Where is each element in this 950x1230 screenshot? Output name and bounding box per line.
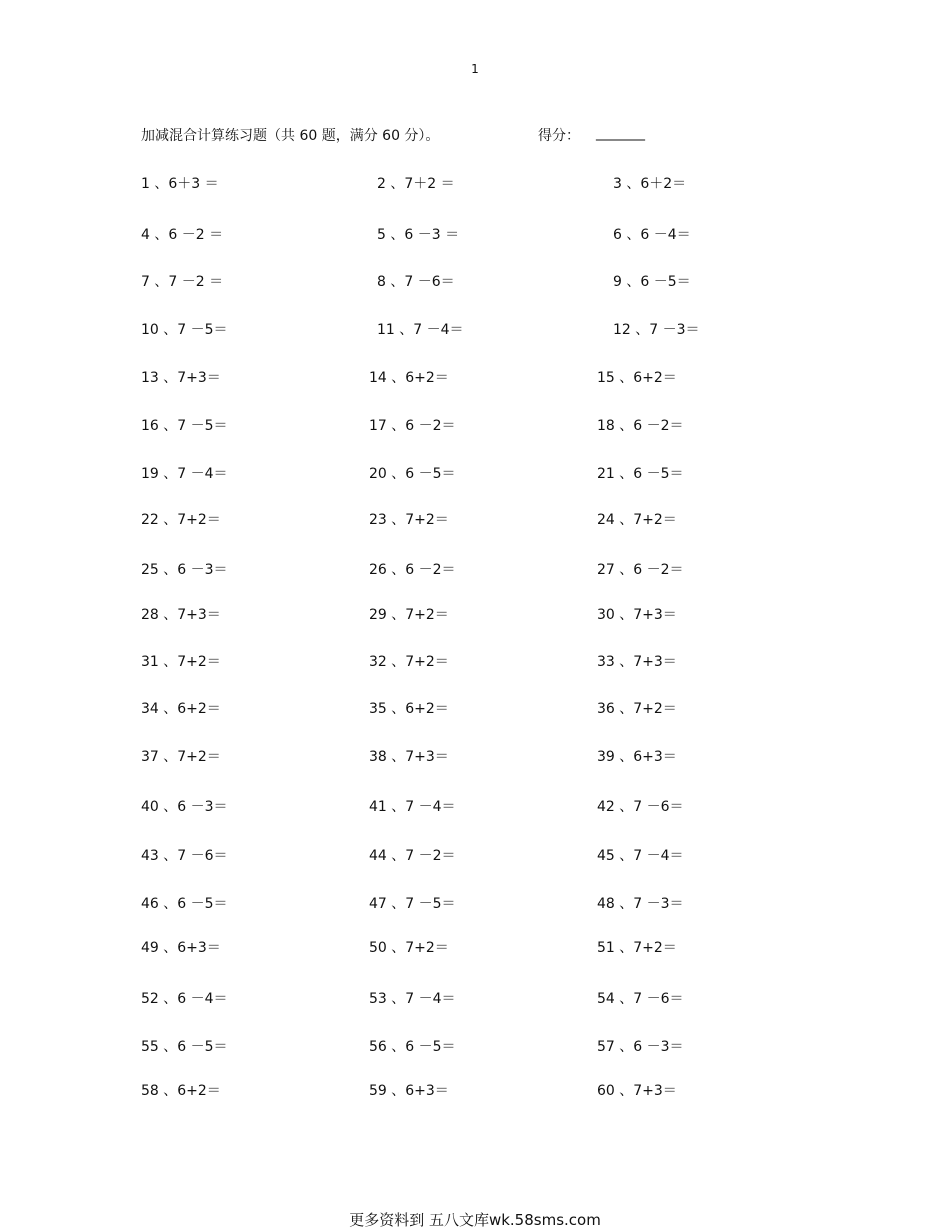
problem-item: 23 、7+2＝ [369,512,449,528]
score-label: 得分： [538,128,580,144]
score-blank: _______ [596,125,645,141]
problem-item: 7 、7 －2 ＝ [141,274,224,290]
problem-item: 41 、7 －4＝ [369,799,456,815]
problem-item: 38 、7+3＝ [369,749,449,765]
problem-item: 37 、7+2＝ [141,749,221,765]
problem-item: 24 、7+2＝ [597,512,677,528]
problem-item: 58 、6+2＝ [141,1083,221,1099]
problem-item: 44 、7 －2＝ [369,848,456,864]
worksheet-title: 加减混合计算练习题（共 60 题，满分 60 分）。 [141,128,440,144]
problem-item: 5 、6 －3 ＝ [377,227,460,243]
problem-item: 57 、6 －3＝ [597,1039,684,1055]
problem-item: 29 、7+2＝ [369,607,449,623]
problem-item: 11 、7 －4＝ [377,322,464,338]
problem-item: 10 、7 －5＝ [141,322,228,338]
problem-item: 42 、7 －6＝ [597,799,684,815]
problem-item: 54 、7 －6＝ [597,991,684,1007]
page-number: 1 [471,62,479,76]
problem-item: 55 、6 －5＝ [141,1039,228,1055]
problem-item: 25 、6 －3＝ [141,562,228,578]
problem-item: 32 、7+2＝ [369,654,449,670]
problem-item: 48 、7 －3＝ [597,896,684,912]
problem-item: 35 、6+2＝ [369,701,449,717]
problem-item: 8 、7 －6＝ [377,274,455,290]
problem-item: 46 、6 －5＝ [141,896,228,912]
problem-item: 53 、7 －4＝ [369,991,456,1007]
problem-item: 20 、6 －5＝ [369,466,456,482]
problem-item: 26 、6 －2＝ [369,562,456,578]
problem-item: 50 、7+2＝ [369,940,449,956]
problem-item: 18 、6 －2＝ [597,418,684,434]
problem-item: 27 、6 －2＝ [597,562,684,578]
problem-item: 52 、6 －4＝ [141,991,228,1007]
problem-item: 13 、7+3＝ [141,370,221,386]
problem-item: 30 、7+3＝ [597,607,677,623]
problem-item: 16 、7 －5＝ [141,418,228,434]
problem-item: 12 、7 －3＝ [613,322,700,338]
problem-item: 9 、6 －5＝ [613,274,691,290]
problem-item: 43 、7 －6＝ [141,848,228,864]
problem-item: 59 、6+3＝ [369,1083,449,1099]
problem-item: 28 、7+3＝ [141,607,221,623]
footer-text: 更多资料到 五八文库wk.58sms.com [349,1211,601,1229]
problem-item: 2 、7＋2 ＝ [377,176,455,192]
problem-item: 3 、6＋2＝ [613,176,687,192]
problem-item: 39 、6+3＝ [597,749,677,765]
problem-item: 60 、7+3＝ [597,1083,677,1099]
problem-item: 22 、7+2＝ [141,512,221,528]
problem-item: 56 、6 －5＝ [369,1039,456,1055]
problem-item: 47 、7 －5＝ [369,896,456,912]
problem-item: 34 、6+2＝ [141,701,221,717]
problem-item: 31 、7+2＝ [141,654,221,670]
problem-item: 1 、6＋3 ＝ [141,176,219,192]
problem-item: 14 、6+2＝ [369,370,449,386]
problem-item: 6 、6 －4＝ [613,227,691,243]
problem-item: 21 、6 －5＝ [597,466,684,482]
problem-item: 33 、7+3＝ [597,654,677,670]
problem-item: 45 、7 －4＝ [597,848,684,864]
problem-item: 36 、7+2＝ [597,701,677,717]
problem-item: 19 、7 －4＝ [141,466,228,482]
problem-item: 15 、6+2＝ [597,370,677,386]
problem-item: 49 、6+3＝ [141,940,221,956]
problem-item: 51 、7+2＝ [597,940,677,956]
problem-item: 17 、6 －2＝ [369,418,456,434]
problem-item: 4 、6 －2 ＝ [141,227,224,243]
problem-item: 40 、6 －3＝ [141,799,228,815]
